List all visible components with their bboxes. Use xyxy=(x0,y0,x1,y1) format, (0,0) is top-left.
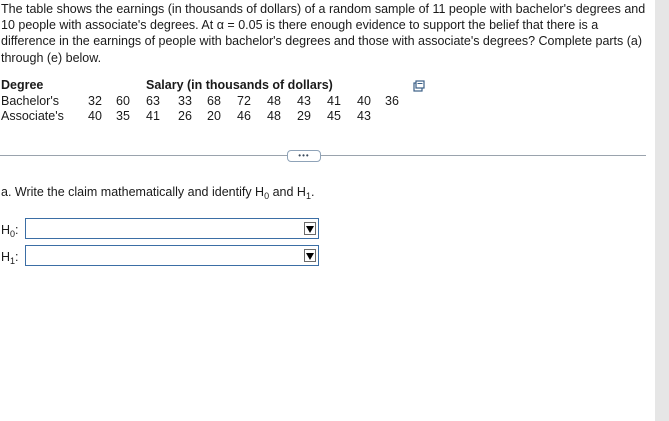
h1-letter: H xyxy=(1,250,11,264)
h0-label xyxy=(1,223,19,239)
question-a-sub1: 1 xyxy=(305,191,311,201)
table-cell: 29 xyxy=(297,109,311,123)
h1-dropdown-icon[interactable] xyxy=(304,249,316,262)
header-salary: Salary (in thousands of dollars) xyxy=(146,78,333,92)
h1-colon: : xyxy=(15,250,19,264)
table-cell: 48 xyxy=(267,109,281,123)
table-cell: 46 xyxy=(237,109,251,123)
table-cell: 41 xyxy=(327,93,341,108)
table-cell: 40 xyxy=(88,109,102,123)
problem-text-part1: The table shows the earnings (in thousands of dollars) of a random sample of 11 people with bachelor's degrees and 10 people with associate's degrees. At xyxy=(1,2,646,33)
table-cell: 68 xyxy=(207,93,221,108)
table-cell: 35 xyxy=(116,109,130,123)
table-cell: 48 xyxy=(267,93,281,108)
question-a-suffix: . xyxy=(310,185,315,199)
question-a-text: a. Write the claim mathematically and identify H xyxy=(1,185,265,199)
problem-text-part2: = 0.05 is there enough evidence to support the belief that there is a difference in the earnings of people with bachelor's degrees and those with associate's degrees? Complete parts (a) through (e) below. xyxy=(1,18,643,65)
question-a-middle: and H xyxy=(269,185,306,199)
h0-letter: H xyxy=(1,223,11,237)
h1-answer-field[interactable] xyxy=(25,245,319,266)
table-cell: 20 xyxy=(207,109,221,123)
expand-button[interactable]: ••• xyxy=(287,150,321,162)
section-divider xyxy=(0,155,646,156)
table-cell: 43 xyxy=(297,93,311,108)
table-cell: 45 xyxy=(327,109,341,123)
table-cell: 60 xyxy=(116,93,130,108)
h0-colon: : xyxy=(15,223,19,237)
alpha-symbol: α xyxy=(216,18,224,33)
table-cell: 36 xyxy=(385,93,399,108)
table-cell: 40 xyxy=(357,93,371,108)
h0-sub: 0 xyxy=(10,229,16,239)
question-a xyxy=(1,185,314,201)
problem-statement xyxy=(1,1,646,66)
h0-dropdown-icon[interactable] xyxy=(304,222,316,235)
h0-answer-field[interactable] xyxy=(25,218,319,239)
header-degree: Degree xyxy=(1,78,44,92)
table-cell: 26 xyxy=(178,109,192,123)
table-cell: 32 xyxy=(88,93,102,108)
question-a-sub0: 0 xyxy=(264,191,270,201)
row-label-associates: Associate's xyxy=(1,109,64,123)
table-cell: 63 xyxy=(146,93,160,108)
table-cell: 72 xyxy=(237,93,251,108)
h1-label xyxy=(1,250,19,266)
h1-sub: 1 xyxy=(10,256,16,266)
vertical-scrollbar[interactable] xyxy=(655,0,669,421)
table-cell: 43 xyxy=(357,109,371,123)
table-cell: 33 xyxy=(178,93,192,108)
copy-data-icon[interactable] xyxy=(413,80,425,92)
row-label-bachelors: Bachelor's xyxy=(1,93,59,108)
table-cell: 41 xyxy=(146,109,160,123)
